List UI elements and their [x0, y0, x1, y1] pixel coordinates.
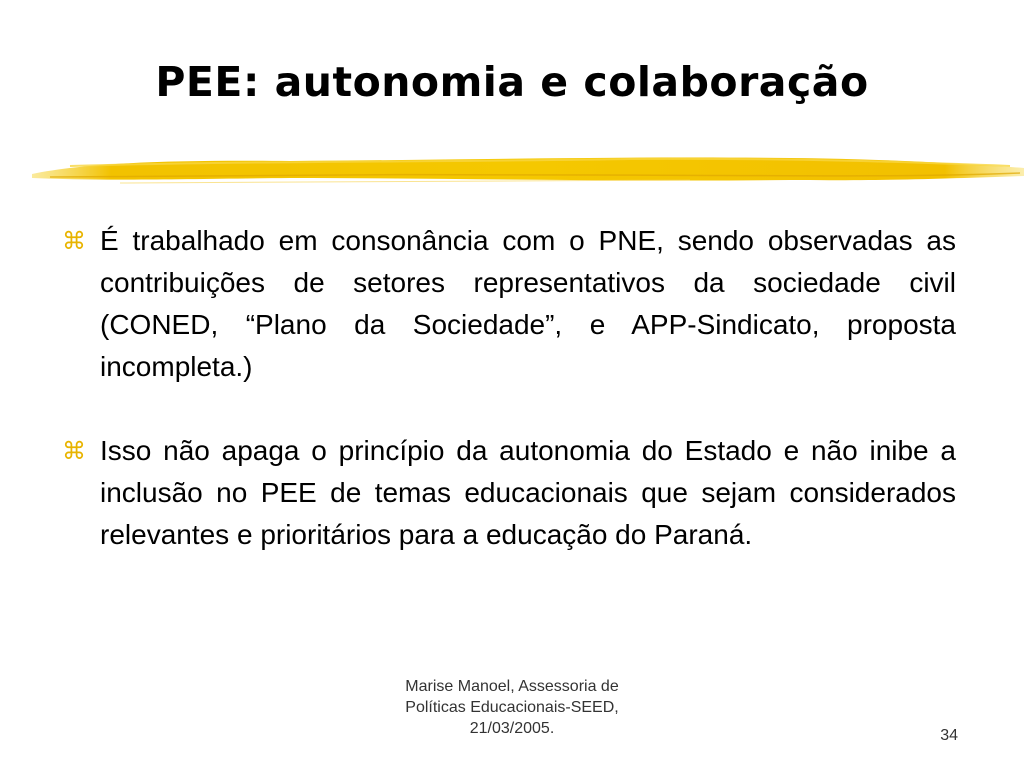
bullet-item-2: [62, 430, 956, 556]
command-key-icon: ⌘: [62, 227, 86, 255]
footer-line-1: Marise Manoel, Assessoria de: [405, 678, 619, 695]
bullet-text-1: É trabalhado em consonância com o PNE, sendo observadas as contribuições de setores representativos da sociedade civil (CONED, “Plano da Sociedade”, e APP-Sindicato, proposta incompleta.): [100, 225, 956, 382]
bullet-text-2: Isso não apaga o princípio da autonomia do Estado e não inibe a inclusão no PEE de temas educacionais que sejam considerados relevantes e prioritários para a educação do Paraná.: [100, 435, 956, 550]
footer-line-2: Políticas Educacionais-SEED,: [405, 699, 619, 716]
bullet-list: [62, 220, 956, 598]
page-number: 34: [940, 727, 958, 744]
slide-title: PEE: autonomia e colaboração: [155, 58, 869, 106]
yellow-brush-stroke-divider: [30, 148, 1024, 190]
bullet-item-1: [62, 220, 956, 388]
footer-line-3: 21/03/2005.: [469, 720, 555, 737]
command-key-icon: ⌘: [62, 437, 86, 465]
footer-author: [362, 676, 662, 739]
